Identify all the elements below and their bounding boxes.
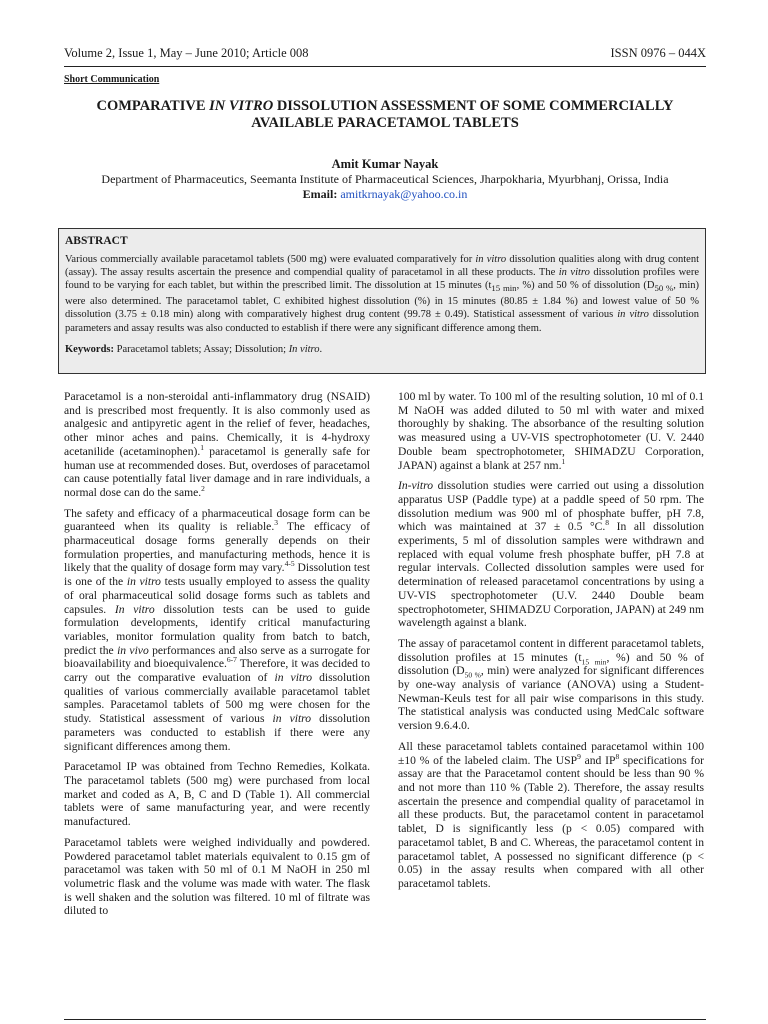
text-run: Therefore, it was decided to carry out the comparative evaluation of — [64, 657, 370, 685]
footer-divider — [64, 1019, 706, 1020]
abstract-text — [65, 253, 699, 335]
text-run: performances and also serve as a surrogate for bioavailability and bioequivalence. — [64, 643, 370, 671]
title-italic: IN VITRO — [209, 98, 274, 114]
abstract-box — [58, 228, 706, 374]
left-paragraph-4: Paracetamol tablets were weighed individually and powdered. Powdered paracetamol tablet materials equivalent to 0.15 gm of paracetamol was taken with 50 ml of 0.1 M NaOH in 250 ml volumetric flask and the volume was made with water. The flask is well shaken and the solution was filtered. 10 ml of filtrate was diluted to — [64, 835, 370, 918]
right-paragraph-4 — [398, 740, 704, 891]
header-divider — [64, 66, 706, 67]
abstract-s1: Various commercially available paracetamol tablets (500 mg) were evaluated comparatively for — [65, 254, 476, 265]
citation: 8 — [605, 518, 610, 528]
left-paragraph-3: Paracetamol IP was obtained from Techno Remedies, Kolkata. The paracetamol tablets (500 mg) were purchased from local market and coded as A, B, C and D (Table 1). All commercial tablets were of same manufacturing year, and were recently manufactured. — [64, 760, 370, 829]
citation: 3 — [274, 518, 278, 528]
text-run: tests usually employed to assess the quality of oral pharmaceutical solid dosage forms such as tablets and capsules. — [64, 575, 370, 616]
left-paragraph-1 — [64, 390, 370, 500]
title-part-1: COMPARATIVE — [96, 98, 210, 114]
abstract-s5: , min) were also determined. The paracetamol tablet, C exhibited highest dissolution (%) in 15 minutes (80.85 ± 1.84 %) and lowest value of 50 % dissolution (3.75 ± 0.18 min) along with comparatively highest drug content (99.78 ± 0.49). Statistical assessment of various — [65, 280, 699, 321]
italic-term: In vitro — [114, 602, 155, 616]
right-paragraph-2 — [398, 479, 704, 630]
left-column — [64, 390, 370, 925]
italic-term: in vitro — [126, 575, 161, 589]
text-run: , %) and 50 % of dissolution (D — [398, 650, 705, 678]
text-run: dissolution parameters was conducted to establish if there were any significant differences among them. — [64, 712, 370, 753]
text-run: , min) were analyzed for significant differences by one-way analysis of variance (ANOVA) using a Student-Newman-Keuls test for all pair wise comparisons in this study. The statistical analysis was conducted using MedCalc software version 9.6.4.0. — [398, 664, 705, 733]
text-run: and IP — [580, 753, 616, 767]
citation: 1 — [561, 456, 566, 466]
italic-term: in vitro — [272, 712, 312, 726]
citation: 2 — [201, 484, 205, 494]
text-run: dissolution qualities of various commercially available paracetamol tablet samples. Paracetamol tablets of 500 mg were chosen for the study. Statistical assessment of various — [64, 671, 370, 726]
text-run: dissolution studies were carried out using a dissolution apparatus USP (Paddle type) at a paddle speed of 50 rpm. The dissolution medium was 900 ml of phosphate buffer, pH 7.8, which was maintained at 37 ± 0.5 °C. — [398, 479, 704, 534]
keywords-line — [65, 344, 699, 355]
abstract-sub1: 15 min — [491, 283, 517, 294]
author-affiliation: Department of Pharmaceutics, Seemanta Institute of Pharmaceutical Sciences, Jharpokharia, Myurbhanj, Orissa, India — [101, 172, 669, 186]
keywords-text: Paracetamol tablets; Assay; Dissolution; — [114, 343, 289, 355]
citation: 6-7 — [226, 655, 237, 665]
subscript: 50 % — [464, 670, 481, 680]
right-paragraph-1 — [398, 390, 704, 472]
italic-term: in vivo — [117, 643, 149, 657]
text-run: In all dissolution experiments, 5 ml of dissolution samples were withdrawn and replaced with equal volume fresh phosphate buffer, pH 7.8 at regular intervals. Collected dissolution samples were used for determination of released paracetamol concentrations by using a UV-VIS spectrophotometer (U.V. 2440 Double beam spectrophotometer, SHIMADZU Corporation, JAPAN) at 249 nm wavelength against a blank. — [398, 520, 704, 630]
text-run: paracetamol is generally safe for human use at recommended doses. But, overdoses of paracetamol can cause potentially fatal liver damage and in rare individuals, a normal dose can do the same. — [64, 444, 370, 499]
author-email-line — [64, 187, 706, 202]
text-run: All these paracetamol tablets contained paracetamol within 100 ±10 % of the labeled claim. The USP — [398, 739, 704, 767]
author-name: Amit Kumar Nayak — [331, 157, 439, 171]
text-run: Paracetamol is a non-steroidal anti-inflammatory drug (NSAID) and is prescribed most frequently. It is also commonly used as analgesic and antipyretic agent in the relief of fever, headaches, other minor aches and pains. Chemically, it is 4-hydroxy acetanilide (acetaminophen). — [64, 390, 370, 458]
abstract-i1: in vitro — [475, 254, 507, 265]
text-run: The safety and efficacy of a pharmaceutical dosage form can be guaranteed when its quality is reliable. — [64, 506, 370, 534]
left-paragraph-2 — [64, 507, 370, 754]
paper-title — [64, 98, 706, 132]
issn: ISSN 0976 – 044X — [610, 46, 706, 60]
article-type-label: Short Communication — [64, 74, 160, 85]
text-run: dissolution tests can be used to guide formulation developments, identify critical manufacturing variables, monitor formulation quality from batch to batch, predict the — [64, 602, 370, 657]
abstract-s4: , %) and 50 % of dissolution (D — [516, 280, 655, 292]
title-part-3: DISSOLUTION ASSESSMENT OF SOME COMMERCIALLY AVAILABLE PARACETAMOL TABLETS — [251, 98, 674, 131]
abstract-i2: in vitro — [558, 267, 590, 279]
volume-info: Volume 2, Issue 1, May – June 2010; Article 008 — [64, 46, 309, 60]
text-run: specifications for assay are that the Paracetamol content should be less than 90 % and not more than 110 % (Table 2). Therefore, the assay results ascertain the presence and compendial quality of paracetamol in all these products. But, the paracetamol content in paracetamol tablet, D is significantly less (p < 0.05) compared with paracetamol tablet, B and C. Whereas, the paracetamol content in paracetamol tablet, A possessed no significant difference (p < 0.05) in the assay results when compared with all other paracetamol tablets. — [398, 753, 704, 890]
italic-term: In-vitro — [398, 479, 433, 493]
abstract-s2: dissolution qualities along with drug content (assay). The assay results ascertain the presence and compendial quality of paracetamol in all these products. The — [65, 254, 699, 279]
citation: 8 — [615, 751, 620, 761]
citation: 1 — [200, 442, 205, 452]
italic-term: in vitro — [274, 671, 313, 685]
text-run: The assay of paracetamol content in different paracetamol tablets, dissolution profiles at 15 minutes (t — [398, 636, 704, 664]
keywords-italic: In vitro — [288, 343, 320, 355]
email-link[interactable]: amitkrnayak@yahoo.co.in — [340, 187, 468, 201]
abstract-s6: dissolution parameters and assay results was also conducted to establish if there were any significant difference among them. — [65, 309, 700, 334]
email-label: Email: — [302, 187, 338, 201]
abstract-s3: dissolution profiles were found to be varying for each tablet, but within the prescribed limit. The dissolution at 15 minutes (t — [65, 267, 699, 292]
subscript: 15 min — [581, 656, 607, 666]
text-run: 100 ml by water. To 100 ml of the resulting solution, 10 ml of 0.1 M NaOH was added diluted to 50 ml with water and mixed thoroughly by shaking. The absorbance of the resulting solution was measured using a UV-VIS spectrophotometer (U. V. 2440 Double beam spectrophotometer, SHIMADZU Corporation, JAPAN) against a blank at 257 nm. — [398, 390, 704, 472]
keywords-end: . — [319, 343, 323, 355]
keywords-label: Keywords: — [65, 343, 114, 355]
abstract-heading: ABSTRACT — [65, 235, 128, 247]
text-run: The efficacy of pharmaceutical dosage forms generally depends on their formulation properties, and manufacturing methods, hence it is likely that the quality of dosage form may vary. — [64, 520, 370, 575]
citation: 9 — [577, 751, 581, 761]
right-paragraph-3 — [398, 637, 704, 733]
running-header — [64, 46, 706, 64]
abstract-sub2: 50 % — [654, 283, 674, 294]
citation: 4-5 — [284, 559, 295, 569]
text-run: Dissolution test is one of the — [64, 561, 370, 589]
right-column — [398, 390, 704, 898]
abstract-i3: in vitro — [617, 309, 649, 321]
